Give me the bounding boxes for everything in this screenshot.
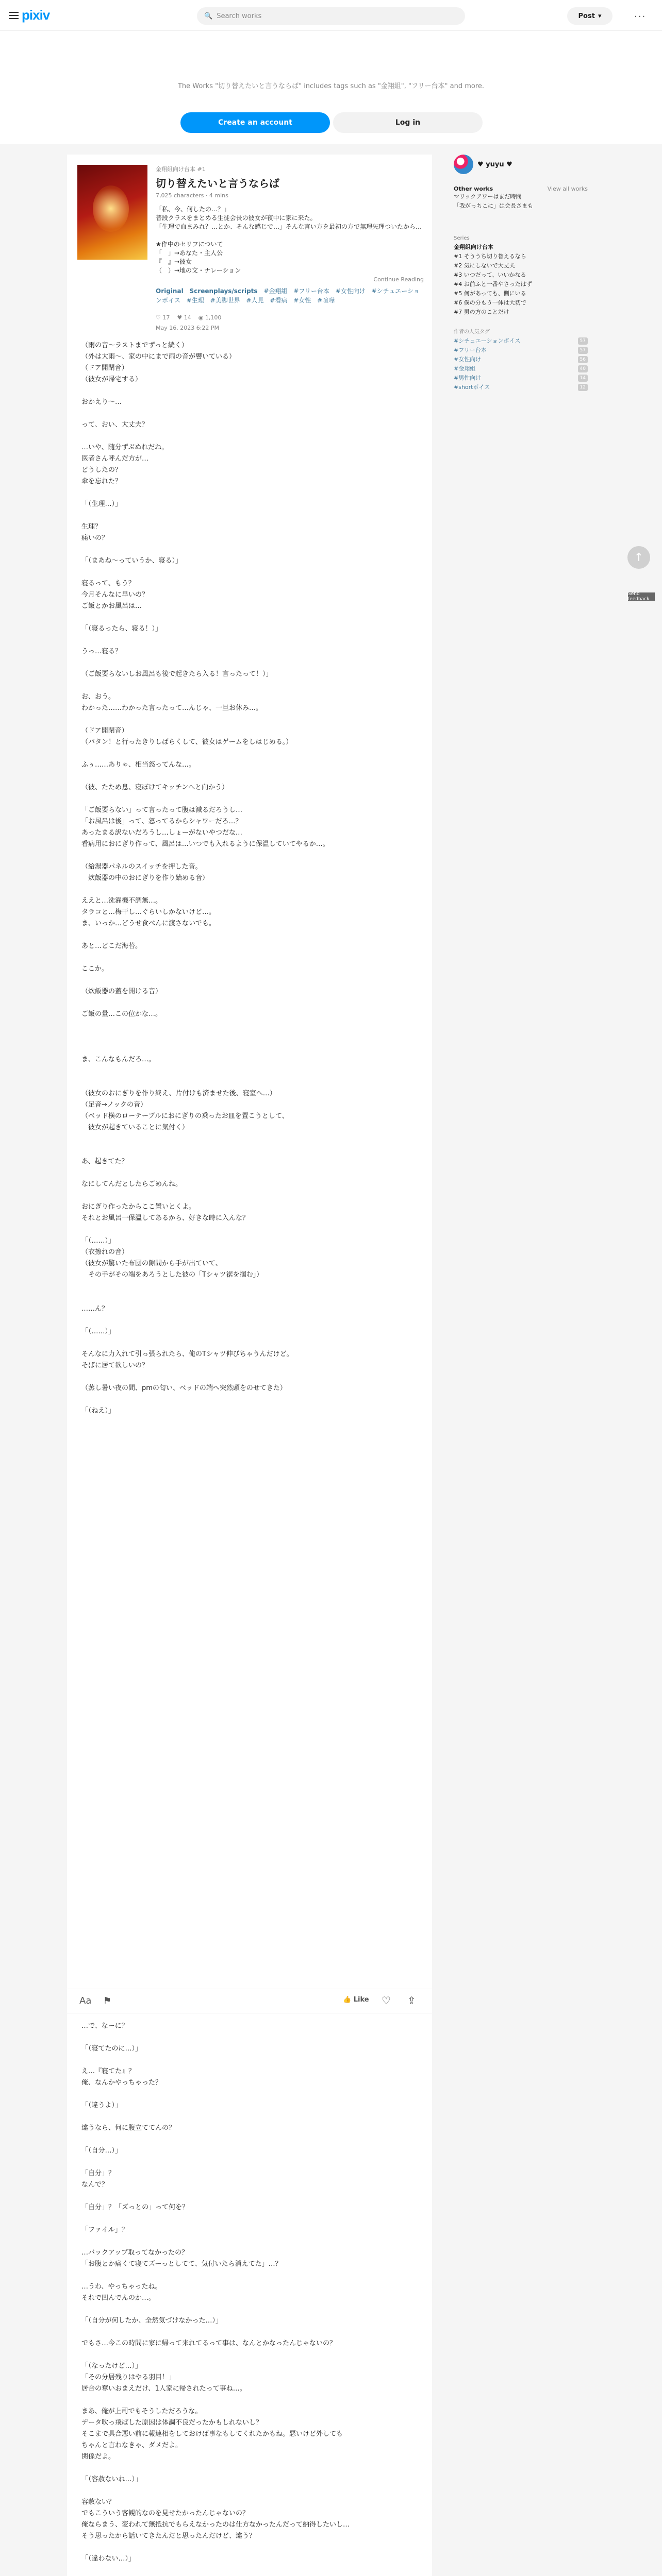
body-line: 「（……）」	[81, 1237, 115, 1245]
body-line: 「（容赦ないね…）」	[81, 2476, 142, 2483]
tag-item[interactable]: Screenplays/scripts	[189, 287, 258, 295]
series-item[interactable]: #7 男の方のことだけ	[454, 309, 509, 315]
body-line: ご飯とかお風呂は…	[81, 602, 142, 610]
body-line	[81, 2157, 418, 2168]
popular-tag[interactable]: #女性向け	[454, 356, 482, 363]
body-line	[81, 680, 418, 691]
body-line: それで凹んでんのか…。	[81, 2294, 156, 2302]
work-meta: 7,025 characters · 4 mins	[156, 192, 228, 199]
body-line: あったまる訳ないだろうし…しょーがないやつだな…	[81, 829, 242, 837]
body-line: （衣擦れの音）	[81, 1248, 129, 1256]
sidebar	[454, 155, 588, 392]
body-line	[81, 1145, 418, 1156]
body-line	[81, 714, 418, 725]
body-line: そこまで具合悪い前に報連相をしておけば事なもしてくれたかもね。悪いけど外しても	[81, 2430, 343, 2438]
series-item[interactable]: #2 気にしないで大丈夫	[454, 262, 515, 269]
body-line	[81, 929, 418, 941]
body-line: …バックアップ取ってなかったの？	[81, 2249, 189, 2257]
body-line: 違うなら、何に腹立ててんの？	[81, 2124, 176, 2132]
chevron-down-icon: ▾	[598, 12, 602, 20]
body-line	[81, 2349, 418, 2361]
body-line	[81, 544, 418, 555]
body-line	[81, 2304, 418, 2315]
body-line	[81, 1224, 418, 1235]
body-line: （ベッド横のローテーブルにおにぎりの乗ったお皿を置こうとして、	[81, 1112, 289, 1120]
signup-banner	[0, 31, 662, 144]
body-line: おにぎり作ったからここ置いとくよ。	[81, 1203, 196, 1211]
body-line: あと…どこだ海苔。	[81, 942, 142, 950]
body-line	[81, 771, 418, 782]
body-line	[81, 612, 418, 623]
tag-item[interactable]: #金翔組	[263, 287, 288, 295]
body-line: ま、いっか…どうせ食べんに渡さないでも。	[81, 920, 216, 927]
novel-body	[81, 340, 418, 1417]
popular-tag[interactable]: #シチュエーションボイス	[454, 337, 521, 344]
body-line: 今月そんなに早いの？	[81, 591, 149, 599]
body-line	[81, 2485, 418, 2497]
body-line	[81, 1065, 418, 1077]
body-line	[81, 2270, 418, 2281]
body-line: （彼女が帰宅する）	[81, 376, 142, 383]
tag-item[interactable]: #女性	[293, 297, 311, 304]
body-line	[81, 2134, 418, 2145]
post-date: May 16, 2023 6:22 PM	[156, 325, 220, 331]
tag-count-badge: 57	[578, 347, 588, 354]
body-line: 居合の奪いおまえだけ、1人家に帰されたって事ね…。	[81, 2385, 246, 2393]
tag-item[interactable]: #美脚世界	[210, 297, 240, 304]
work-title: 切り替えたいと言うならば	[156, 177, 279, 190]
popular-tag[interactable]: #金翔組	[454, 365, 476, 372]
body-line: 関係だよ。	[81, 2453, 115, 2461]
tag-item[interactable]: #フリー台本	[293, 287, 329, 295]
top-bar	[0, 0, 662, 31]
body-line: （給湯器パネルのスイッチを押した音。	[81, 863, 202, 871]
series-title[interactable]: 金翔組向け台本	[454, 244, 493, 250]
body-line	[81, 2327, 418, 2338]
body-line: データ吹っ飛ばした原因は体調不良だったかもしれないし？	[81, 2419, 263, 2427]
body-line	[81, 657, 418, 669]
body-line: ま、こんなもんだろ…。	[81, 1056, 156, 1063]
body-line: わかった……わかった言ったって…んじゃ、一旦お休み…。	[81, 704, 263, 712]
body-line	[81, 567, 418, 578]
series-section	[454, 234, 588, 317]
body-line: 「（自分が何したか、全然気づけなかった…）」	[81, 2317, 223, 2325]
post-button[interactable]	[567, 7, 613, 25]
likes-value: 17	[162, 314, 170, 321]
body-line: 「（……）」	[81, 1328, 115, 1335]
popular-tag-row[interactable]	[454, 336, 588, 346]
body-line: 痛いの？	[81, 534, 109, 542]
tag-item[interactable]: #シチュエーションボイス	[156, 287, 420, 304]
body-line	[81, 952, 418, 963]
body-line: ちゃんと言わなきゃ、ダメだよ。	[81, 2442, 183, 2449]
body-line	[81, 1133, 418, 1145]
body-line: （彼、たため息、寝ぼけてキッチンへと向かう）	[81, 784, 229, 791]
body-line: （彼女のおにぎりを作り終え、片付けも済ませた後、寝室へ…）	[81, 1090, 276, 1097]
font-settings-icon[interactable]: Aa	[79, 1995, 92, 2006]
body-line	[81, 1077, 418, 1088]
body-line: なんで？	[81, 2181, 109, 2189]
series-item[interactable]: #5 何があっても、側にいる	[454, 290, 526, 297]
body-line	[81, 884, 418, 895]
popular-tag-row[interactable]	[454, 374, 588, 383]
post-label: Post	[578, 12, 595, 20]
body-line	[81, 2542, 418, 2553]
work-caption: 「私、今、何したの…？」 普段クラスをまとめる生徒会長の彼女が夜中に家に来た。 「生理で血まみれ？…とか、そんな感じで…」そんな言い方を最初の方で無理矢理ついたから… ★作中のセリフについて 「 」→あなた・主人公 『 』→彼女 （ ）→地の文・ナレーション	[156, 206, 422, 274]
body-line: 「ファイル」？	[81, 2226, 128, 2234]
body-line: そんなに力入れて引っ張られたら、俺のTシャツ伸びちゃうんだけど。	[81, 1350, 293, 1358]
other-work-item[interactable]: 「我がっちこに」は会長さまも	[454, 202, 533, 209]
body-line: 「（自分…）」	[81, 2147, 122, 2155]
body-line	[81, 2055, 418, 2066]
body-line: でもこういう客観的なのを見せたかったんじゃないの？	[81, 2510, 250, 2517]
body-line	[81, 2111, 418, 2123]
body-line: 「お風呂は後」って、怒ってるからシャワーだろ…？	[81, 818, 242, 825]
body-line	[81, 2236, 418, 2247]
tag-item[interactable]: #人見	[246, 297, 264, 304]
series-item[interactable]: #1 そううち切り替えるなら	[454, 253, 526, 260]
body-line	[81, 2213, 418, 2225]
search-placeholder: Search works	[217, 12, 262, 20]
tag-item[interactable]: #看病	[270, 297, 288, 304]
reader-toolbar	[67, 1989, 432, 2013]
body-line: なにしてんだとしたらごめんね。	[81, 1180, 183, 1188]
popular-tag[interactable]: #shortボイス	[454, 384, 490, 391]
body-line: （雨の音〜ラストまでずっと続く）	[81, 342, 188, 349]
author-name[interactable]: ♥ yuyu ♥	[477, 160, 512, 168]
cover-image[interactable]	[77, 165, 147, 260]
share-icon[interactable]: ⇪	[407, 1994, 416, 2007]
body-line: …うわ、やっちゃったね。	[81, 2283, 162, 2291]
popular-tag[interactable]: #フリー台本	[454, 347, 487, 353]
body-line: 俺、なんかやっちゃった？	[81, 2079, 162, 2087]
body-line: 「（まあね〜っていうか、寝る）」	[81, 557, 183, 565]
body-line: まあ、俺が上司でもそうしただろうな。	[81, 2408, 202, 2415]
series-item[interactable]: #6 僕の分もう一体は大切で	[454, 299, 526, 306]
logo[interactable]	[9, 7, 49, 23]
tag-count-badge: 40	[578, 365, 588, 372]
likes-count: ♡ 17	[156, 314, 170, 321]
avatar[interactable]	[454, 155, 473, 174]
body-line: （バタン！と行ったきりしばらくして、彼女はゲームをしはじめる。）	[81, 738, 293, 746]
body-line: （ドア開閉音）	[81, 727, 128, 735]
create-account-button[interactable]: Create an account	[180, 112, 330, 133]
body-line: おかえり〜…	[81, 398, 122, 406]
popular-tag-row[interactable]	[454, 346, 588, 355]
body-line	[81, 1020, 418, 1031]
body-line	[81, 2032, 418, 2043]
work-stats	[156, 314, 221, 321]
body-line: 「その分居残りはやる羽目！」	[81, 2374, 176, 2381]
continue-reading-link[interactable]: Continue Reading	[373, 276, 424, 283]
body-line	[81, 1292, 418, 1303]
popular-tags-section	[454, 328, 588, 392]
other-works-label: Other works	[454, 185, 493, 192]
views-count: ◉ 1,100	[198, 314, 222, 321]
work-panel	[67, 155, 432, 2576]
body-line: （蒸し暑い夜の間、pmの匂い、ベッドの端へ突然頭をのせてきた）	[81, 1384, 287, 1392]
search-input[interactable]	[197, 7, 465, 25]
body-line: タラコと…梅干し…ぐらいしかないけど…。	[81, 908, 216, 916]
tag-count-badge: 56	[578, 356, 588, 363]
popular-tag-row[interactable]	[454, 355, 588, 364]
body-line: 「（なったけど…）」	[81, 2362, 142, 2370]
body-line: 傘を忘れた？	[81, 478, 122, 485]
body-line: そばに居て欲しいの？	[81, 1362, 149, 1369]
body-line: 炊飯器の中のおにぎりを作り始める音）	[81, 874, 209, 882]
body-line: そう思ったから話いてきたんだと思ったんだけど、違う？	[81, 2532, 256, 2540]
body-line	[81, 2463, 418, 2474]
body-line	[81, 635, 418, 646]
popular-tag-row[interactable]	[454, 364, 588, 374]
hamburger-menu-icon[interactable]	[9, 12, 19, 19]
body-line: その手がその端をあろうとした彼の「Tシャツ裾を掴む」）	[81, 1271, 263, 1279]
bookmarks-value: 14	[184, 314, 191, 321]
popular-tags-label: 作者の人気タグ	[454, 329, 490, 335]
more-menu-icon[interactable]: ···	[634, 11, 647, 22]
body-line: 俺ならまう、変われて無抵抗でもらえなかったのは仕方なかったんだって納得したいし…	[81, 2521, 350, 2529]
author-card[interactable]	[454, 155, 588, 174]
view-all-link[interactable]: View all works	[547, 185, 588, 192]
body-line: （炊飯器の蓋を開ける音）	[81, 988, 162, 995]
body-line: 「（寝てたのに…）」	[81, 2045, 142, 2053]
popular-tag[interactable]: #男性向け	[454, 375, 482, 381]
body-line	[81, 1371, 418, 1383]
send-feedback-button[interactable]: Send feedback	[628, 592, 655, 601]
body-line: 「（違わない…）」	[81, 2555, 136, 2563]
body-line: 寝るって、もう？	[81, 580, 135, 587]
bookmarks-count: ♥ 14	[177, 314, 191, 321]
body-line	[81, 1031, 418, 1043]
series-label: Series	[454, 235, 470, 241]
body-line: どうしたの？	[81, 466, 122, 474]
body-line: 容赦ない？	[81, 2498, 115, 2506]
body-line: …で、なーに？	[81, 2022, 128, 2030]
body-line	[81, 850, 418, 861]
body-line	[81, 385, 418, 397]
body-line: 「（違うよ）」	[81, 2102, 122, 2109]
body-line	[81, 1167, 418, 1179]
body-line	[81, 2565, 418, 2576]
body-line: え…『寝てた』？	[81, 2067, 136, 2075]
body-line	[81, 2395, 418, 2406]
series-link[interactable]: 金翔組向け台本 #1	[156, 166, 206, 173]
body-line	[81, 1337, 418, 1349]
series-item[interactable]: #3 いつだって、いいかなる	[454, 272, 526, 278]
body-line: お、おう。	[81, 693, 115, 701]
tag-item[interactable]: Original	[156, 287, 184, 295]
search-icon: 🔍	[204, 12, 213, 20]
body-line: あ、起きてた？	[81, 1158, 128, 1165]
signup-message: The Works "切り替えたいと言うならば" includes tags such as "金翔組", "フリー台本" and more.	[177, 82, 485, 90]
body-line: ここか。	[81, 965, 109, 973]
body-line: 生理？	[81, 523, 102, 531]
body-line	[81, 1043, 418, 1054]
body-line: うっ…寝る？	[81, 648, 122, 655]
like-button[interactable]: 👍 Like	[343, 1996, 369, 2004]
body-line: でもさ…今この時間に家に帰って来れてるって事は、なんとかなったんじゃないの？	[81, 2340, 337, 2347]
body-line: それとお風呂一保温してあるから、好きな時に入んな？	[81, 1214, 250, 1222]
body-line	[81, 487, 418, 499]
brand-logo[interactable]: pixiv	[22, 7, 50, 23]
body-line: （外は大雨〜、家の中にまで雨の音が響いている）	[81, 353, 236, 361]
body-line: ご飯の量…この位かな…。	[81, 1010, 162, 1018]
body-line: 看病用におにぎり作って、風呂は…いつでも入れるように保温していてやるか…。	[81, 840, 329, 848]
body-line: 「自分」？「ズっとの」って何を？	[81, 2204, 189, 2211]
body-line	[81, 748, 418, 759]
tag-item[interactable]: #生理	[186, 297, 204, 304]
body-line: 「（寝るったら、寝る！）」	[81, 625, 162, 633]
novel-body-continued	[81, 2021, 418, 2576]
body-line	[81, 1190, 418, 1201]
series-item[interactable]: #4 お前ふと一番やさったはず	[454, 281, 532, 287]
body-line	[81, 408, 418, 419]
popular-tag-row[interactable]	[454, 383, 588, 392]
body-line: ふぅ……ありゃ、相当怒ってんな…。	[81, 761, 196, 769]
body-line	[81, 2089, 418, 2100]
heart-icon[interactable]: ♡	[382, 1994, 391, 2007]
body-line	[81, 793, 418, 805]
body-line: （ドア開閉音）	[81, 364, 128, 372]
views-value: 1,100	[205, 314, 222, 321]
body-line: ……ん？	[81, 1305, 109, 1313]
body-line	[81, 997, 418, 1009]
body-line: …いや、随分ずぶぬれだね。	[81, 444, 169, 451]
tag-item[interactable]: #喧嘩	[317, 297, 335, 304]
other-work-item[interactable]: マリックアワーはまだ時間	[454, 193, 522, 200]
body-line: 「ご飯要らない」って言ったって腹は減るだろうし…	[81, 806, 243, 814]
bookmark-icon[interactable]: ⚑	[103, 1995, 112, 2006]
tag-count-badge: 14	[578, 375, 588, 382]
body-line	[81, 975, 418, 986]
tag-item[interactable]: #女性向け	[335, 287, 366, 295]
body-line: 医者さん呼んだ方が…	[81, 455, 149, 463]
body-line: 彼女が起きていることに気付く）	[81, 1124, 189, 1131]
body-line: 「お腹とか痛くて寝てズーっとしてて、気付いたら消えてた」…？	[81, 2260, 282, 2268]
tag-count-badge: 57	[578, 337, 588, 345]
login-button[interactable]: Log in	[333, 112, 483, 133]
body-line: ええと…洗濯機不調無…。	[81, 897, 162, 905]
cover-flare	[93, 185, 129, 232]
like-label: Like	[353, 1996, 369, 2004]
body-line	[81, 1315, 418, 1326]
body-line: って、おい、大丈夫？	[81, 421, 148, 429]
other-works-header	[454, 185, 588, 192]
scroll-to-top-button[interactable]: ↑	[627, 546, 650, 569]
body-line: 「自分」？	[81, 2170, 115, 2177]
body-line	[81, 510, 418, 521]
tag-list	[156, 286, 424, 305]
body-line	[81, 2191, 418, 2202]
body-line: （ご飯要らないしお風呂も後で起きたら入る！言ったって！）」	[81, 670, 273, 678]
other-works-section	[454, 185, 588, 211]
body-line	[81, 431, 418, 442]
body-line: 「（ねえ）」	[81, 1407, 115, 1415]
body-line: （彼女が驚いた布団の隙間から手が出ていて、	[81, 1260, 222, 1267]
body-line	[81, 1394, 418, 1405]
body-line: （足音→ノックの音）	[81, 1101, 147, 1109]
tag-count-badge: 12	[578, 384, 588, 391]
body-line: 「（生理…）」	[81, 500, 122, 508]
work-info	[156, 165, 424, 331]
body-line	[81, 1281, 418, 1292]
